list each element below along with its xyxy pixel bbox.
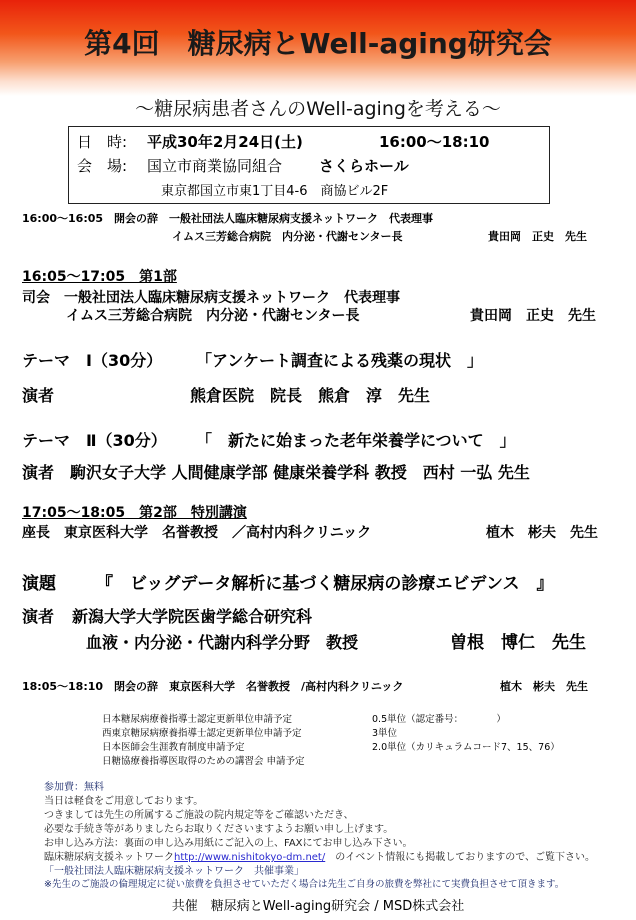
part1-heading: 16:05～17:05 第1部	[22, 269, 177, 285]
event-info-box	[68, 126, 550, 204]
closing-name: 植木 彬夫 先生	[500, 680, 588, 693]
lecture-label: 演題	[22, 574, 56, 594]
note-line: つきましては先生の所属するご施設の院内規定等をご確認いただき、	[44, 810, 354, 821]
page-title: 第4回 糖尿病とWell-aging研究会	[84, 27, 552, 60]
part1-chair-line2: イムス三芳総合病院 内分泌・代謝センター長	[66, 308, 360, 324]
part2-chair-name: 植木 彬夫 先生	[486, 525, 598, 541]
network-website-link[interactable]: http://www.nishitokyo-dm.net/	[174, 852, 326, 863]
part1-chair-line1: 司会 一般社団法人臨床糖尿病支援ネットワーク 代表理事	[22, 290, 400, 306]
part2-heading: 17:05～18:05 第2部 特別講演	[22, 505, 247, 521]
note-line: お申し込み方法：裏面の申し込み用紙にご記入の上、FAXにてお申し込み下さい。	[44, 838, 413, 849]
credit-name: 日本医師会生涯教育制度申請予定	[102, 742, 245, 753]
network-name: 臨床糖尿病支援ネットワーク	[44, 852, 174, 863]
opening-name: 貴田岡 正史 先生	[488, 230, 587, 243]
credit-name: 日本糖尿病療養指導士認定更新単位申請予定	[102, 714, 293, 725]
venue-address: 東京都国立市東1丁目4-6 商協ビル2F	[161, 184, 389, 199]
theme2-title: 「 新たに始まった老年栄養学について 」	[196, 431, 516, 450]
venue-label: 会 場:	[77, 157, 128, 175]
note-line: 当日は軽食をご用意しております。	[44, 796, 204, 807]
lecturer-name: 曽根 博仁 先生	[450, 633, 586, 653]
part2-chair-line: 座長 東京医科大学 名誉教授 ／高村内科クリニック	[22, 525, 372, 541]
part1-chair-name: 貴田岡 正史 先生	[470, 308, 596, 324]
speaker1-label: 演者	[22, 386, 55, 405]
fee-note: 参加費：無料	[44, 782, 104, 793]
speaker2-line: 演者 駒沢女子大学 人間健康学部 健康栄養学科 教授 西村 一弘 先生	[22, 463, 530, 482]
note-line-network	[44, 848, 595, 863]
lecturer-label: 演者	[22, 607, 55, 626]
lecturer-affiliation-1: 新潟大学大学院医歯学総合研究科	[72, 607, 313, 626]
network-note-tail: のイベント情報にも掲載しておりますので、ご覧下さい。	[325, 852, 596, 863]
date-value: 平成30年2月24日(土)	[147, 133, 303, 151]
date-label: 日 時:	[77, 133, 128, 151]
credit-value: 0.5単位（認定番号： ）	[372, 714, 506, 725]
note-line: 必要な手続き等がありましたらお取りくださいますようお願い申し上げます。	[44, 824, 394, 835]
credit-value: 3単位	[372, 728, 398, 739]
time-value: 16:00～18:10	[379, 133, 490, 151]
speaker1-value: 熊倉医院 院長 熊倉 淳 先生	[190, 386, 431, 405]
lecturer-affiliation-2: 血液・内分泌・代謝内科学分野 教授	[86, 633, 359, 652]
opening-line: 16:00～16:05 開会の辞 一般社団法人臨床糖尿病支援ネットワーク 代表理事	[22, 212, 434, 225]
credit-name: 西東京糖尿病療養指導士認定更新単位申請予定	[102, 728, 302, 739]
cohost-note: 「一般社団法人臨床糖尿病支援ネットワーク 共催事業」	[44, 866, 304, 877]
credit-value: 2.0単位（カリキュラムコード7、15、76）	[372, 742, 560, 753]
theme1-label: テーマ Ⅰ（30分）	[22, 351, 163, 370]
travel-note: ※先生のご施設の倫理規定に従い旅費を負担させていただく場合は先生ご自身の旅費を弊社にて実費負担させて頂きます。	[44, 879, 565, 890]
theme2-label: テーマ Ⅱ（30分）	[22, 431, 167, 450]
venue-org: 国立市商業協同組合	[147, 157, 283, 175]
closing-line: 18:05～18:10 閉会の辞 東京医科大学 名誉教授 /高村内科クリニック	[22, 680, 404, 693]
opening-affiliation: イムス三芳総合病院 内分泌・代謝センター長	[172, 230, 403, 243]
venue-hall: さくらホール	[319, 157, 409, 175]
lecture-title: 『 ビッグデータ解析に基づく糖尿病の診療エビデンス 』	[96, 574, 554, 594]
theme1-title: 「アンケート調査による残薬の現状 」	[196, 351, 484, 370]
credit-name: 日糖協療養指導医取得のための講習会 申請予定	[102, 756, 305, 767]
page-subtitle: ～糖尿病患者さんのWell-agingを考える～	[135, 98, 501, 120]
sponsor-line: 共催 糖尿病とWell-aging研究会 / MSD株式会社	[171, 899, 465, 914]
